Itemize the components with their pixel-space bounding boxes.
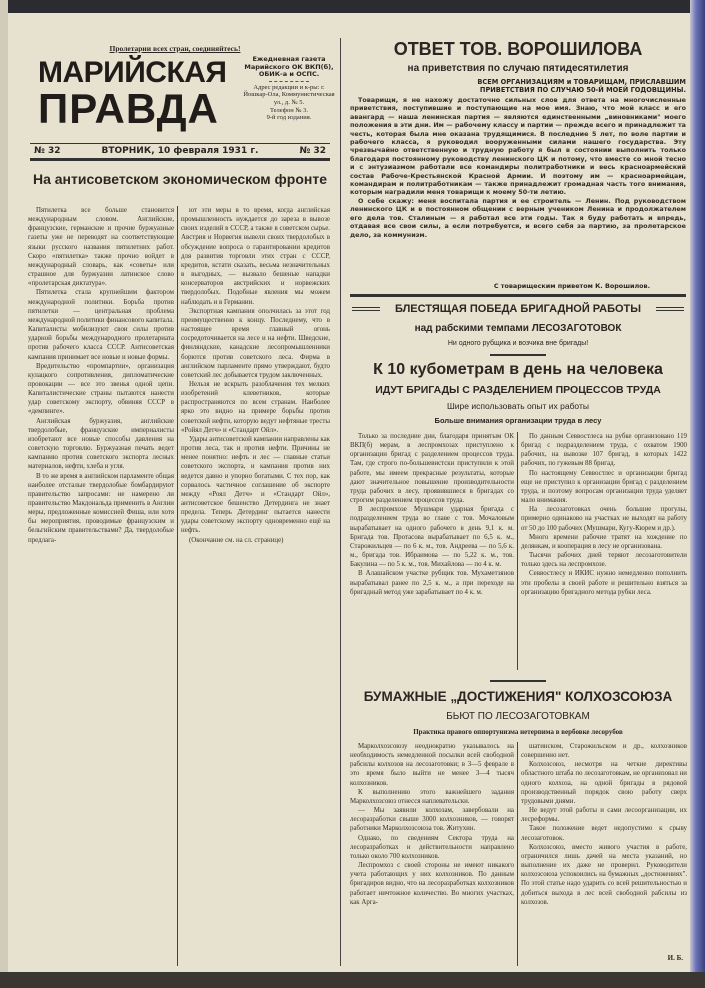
voroshilov-subheadline: на приветствия по случаю пятидесятилетия (407, 63, 629, 74)
paragraph: Удары антисоветской кампании направлены как против леса, так и против нефти. Причины не менее понятно: нефть и лес — главные статьи советского экспорта, и кампания против них ведется давно и упорно богатыми. С тех пор, как сорвалось частичное соглашение об экспорте между «Роял Детч» и «Стандарт Ойл», антисоветское бешенство Детердинга не знает предела. Теперь Детердинг пытается нанести удары советскому экспорту одновременно ещё на нефть. (181, 435, 330, 535)
kolkhoz-lead: Практика правого оппортунизма нетерпима в вербовке лесорубов (413, 728, 623, 736)
brigade-tagline-1: Шире использовать опыт их работы (447, 401, 589, 411)
publisher-info: Ежедневная газета Марийского ОК ВКП(б), ОБИК-а и ОСПС. (244, 55, 334, 79)
headline-voroshilov: ОТВЕТ ТОВ. ВОРОШИЛОВА (393, 39, 643, 59)
brigade-column-1 (350, 432, 514, 597)
paragraph: О себе скажу: меня воспитала партия и ее строитель — Ленин. Под руководством ленинского ЦК и в постоянном общении с верным учеником Ленина и продолжателем его дела тов. Сталиным — я работал все эти годы. Так я буду работать и впредь, отдавая все свои силы, а если потребуется, и всего себя за партию, за пролетарское дело, за коммунизм. (350, 196, 686, 239)
paragraph: Однако, по сведениям Сектора труда на лесоразработках и действительности направлено только около 700 колхозников. (350, 834, 514, 860)
paragraph: (Окончание см. на сл. странице) (189, 536, 284, 544)
kolkhoz-column-2 (521, 742, 687, 907)
paragraph: Не ведут этой работы и сами лесоорганизации, их лесреформы. (521, 807, 687, 824)
headline-10-cubic-meters: К 10 кубометрам в день на человека (373, 361, 663, 378)
paragraph: Пятилетка стала крупнейшим фактором международной политики. Борьба против пятилетки — центральная проблема международной политики финансового капитала. Капиталисты мобилизуют свои силы против ударной борьбы международного пролетариата против рабочего класса СССР. Антисоветская кампания принимает все новые и новые формы. (28, 289, 174, 361)
article-column-2 (181, 206, 330, 545)
paragraph: Колхозсоюз, вместо живого участия в работе, ограничился лишь дачей на места указаний, но выполнение их даже не проверил. Руководители колхозсоюза успокоились на бумажных „достижениях". По этой статье надо ударить со всей решительностью и добиться выхода в лес всей свободной рабсилы из колхозов. (521, 843, 687, 906)
paragraph: Товарищи, я не нахожу достаточно сильных слов для ответа на многочисленные приветствия, поступившие и поступающие на мое имя. Знаю, что мой класс и его авангард — наша ленинская партия — являются единственными „виновниками" моего положения в эти дни. Им — рабочему классу и партии — прежде всего и принадлежит та честь, которая была мне оказана трудящимися. В последние 5 лет, по воле партии и рабочего класса, я руководил вооруженными силами нашего государства. Эту чрезвычайно ответственную и трудную работу я был в состоянии выполнить только благодаря постоянному руководству ленинского ЦК и потому, что вместе со мной тесно и с энтузиазмом работали все командиры политработники и весь красноармейский состав Рабоче-Крестьянской Красной Армии. И поэтому им — красноармейцам, командирам и политработникам — также принадлежит громадная часть того внимания, которым наградили меня товарищи к моему 50-ти летию. (350, 96, 686, 197)
headline-brigade-victory: БЛЕСТЯЩАЯ ПОБЕДА БРИГАДНОЙ РАБОТЫ (394, 303, 642, 315)
brigade-slogan: Ни одного рубщика и возчика вне бригады! (447, 340, 589, 347)
kolkhoz-column-1 (350, 742, 514, 907)
logo-line-1: МАРИЙСКАЯ (38, 56, 227, 89)
scan-border-top (0, 0, 705, 13)
headline-antisoviet: На антисоветском экономическом фронте (32, 171, 328, 187)
brigade-subheadline: над рабскими темпами ЛЕСОЗАГОТОВОК (414, 323, 622, 334)
brigade-column-2 (521, 432, 687, 597)
paragraph: По настоящему Севвостлес и организации бригад еще не приступил к организации бригад с разделением труда, и поэтому вопросам организации труда уделяет мало внимания. (521, 469, 687, 505)
paragraph: По данным Севвостлеса на рубке организовано 119 бригад с подразделением труда, с охватом 1900 рабочих, на вывозке 107 бригад, в которых 1422 рабочих, по гужевым 88 бригад. (521, 433, 687, 468)
paragraph: В леспромхозе Мушмари ударная бригада с подразделением труда во главе с тов. Мочаловым вырабатывает на одного рабочего в день 9,1 к. м. Бригада тов. Протасова вырабатывает по 6,5 к. м., Старожильцев — по 6 к. м., тов. Андреева — по 5,6 к. м., бригада тов. Ибраимова — по 5,22 к. м., тов. Бакулина — по 5 к. м., тов. Михайлова — по 4 к. м. (350, 506, 514, 569)
paragraph: Марколхозсоюзу неоднократно указывалось на необходимость немедленной посылки всей свободной рабсилы колхозов на лесозаготовки; в 3—5 феврале в это время было выйти не менее 3—4 тысяч колхозников. (350, 743, 514, 787)
brigade-tagline-2: Больше внимания организации труда в лесу (434, 416, 602, 425)
paragraph: В Алашайском участке рубщик тов. Мухаметзянов вырабатывал ранее по 2,5 к. м., а при переходе на бригадный метод уже зарабатывает по 4 к. м. (350, 570, 514, 596)
dateline (30, 143, 330, 161)
paragraph: ют эти меры в то время, когда английская промышленность нуждается до зареза в вывозе своих изделий в СССР, а также в советском сырье. Австрия и Норвегия вывели своих твердолобых в обсуждение вопроса о гарантировании кредитов для развития торговли этих стран с СССР, кредитов, кстати сказать, весьма незначительных в выгодных, — вызвало бешеные нападки консерваторов австрийских и норвежских твердолобых. Подобные явления мы можем наблюдать и в Германии. (181, 207, 330, 306)
voroshilov-letter (350, 96, 686, 239)
issue-number-right: № 32 (299, 146, 326, 156)
kolkhoz-subheadline: БЬЮТ ПО ЛЕСОЗАГОТОВКАМ (446, 711, 590, 722)
scan-border-bottom (0, 972, 705, 988)
kolkhoz-signature: И. Б. (667, 954, 683, 962)
paragraph: Севвостлесу и ИКИС нужно немедленно пополнить эти пробелы в своей работе и решительно взяться за организацию бригадного метода рубки леса. (521, 570, 687, 596)
paragraph: К выполнению этого важнейшего задания Марколхозсоюз отнесся наплевательски. (350, 788, 514, 805)
article-column-1 (28, 206, 174, 545)
voroshilov-signature: С товарищеским приветом К. Ворошилов. (493, 282, 650, 290)
year-of-publication: 9-й год издания. (266, 114, 312, 122)
headline-brigades-division: ИДУТ БРИГАДЫ С РАЗДЕЛЕНИЕМ ПРОЦЕССОВ ТРУДА (375, 384, 661, 396)
newspaper-logo (38, 58, 238, 130)
scan-border-right (690, 0, 705, 988)
paragraph: Вредительство «промпартии», организация кулацкого сопротивления, дипломатические провокации — все это звенья одной цепи. Капиталистические страны пытаются нанести удар советскому экспорту, обвиняя СССР в «демпинге». (28, 362, 174, 416)
paragraph: Нельзя не вскрыть разоблачения тех мелких изобретений клеветников, которые распространяются по всем странам. Наиболее ярко это видно на примере борьбы против советской нефти, которую ведут нефтяные тресты «Ройял Детч» и «Стандарт Ойл». (181, 380, 330, 434)
headline-kolkhozsoyuz: БУМАЖНЫЕ „ДОСТИЖЕНИЯ" КОЛХОЗСОЮЗА (363, 689, 673, 704)
paragraph: — Мы заявили колхозам, завербовали на лесоразработки свыше 3000 колхозников, — говорят работники Марколхозсоюза тов. Житухин. (350, 807, 514, 833)
masthead-info (243, 56, 335, 122)
paragraph: На лесозаготовках очень большие прогулы, примерно одинаково на участках не выходят на работу от 50 до 100 рабочих (Мушмари, Кугу-Кюрем и др.). (521, 506, 687, 532)
paragraph: Много времени рабочие тратят на хождение по делянкам, и кооперация в лесу не организована. (521, 533, 687, 550)
paragraph: Леспромхоз с своей стороны не имеют никакого учета работающих у них колхозников. По данным бригадиров видно, что на лесоразработках колхозников работает ничтожное количество. Во многих участках, как Арга- (350, 862, 514, 906)
paragraph: Тысячи рабочих дней теряют лесозаготовители только здесь на леспромхозе. (521, 552, 687, 569)
paragraph: В то же время в английском парламенте общая наиболее отсталые твердолобые бомбардируют правительство запросами: не намерено ли правительство Макдональда применить в Англии меры, предложенные комиссией Фиша, или хотя бы мероприятия, проводимые французским и бельгийским правительствами? Да, твердолобые предлага- (28, 472, 174, 544)
paragraph: Пятилетка все больше становится международным словом. Английские, французские, германские и прочие буржуазные газеты уже не переводят на соответствующие языки русского названия пятилетних работ. Скоро «пятилетка» также прочно войдет в международный словарь, как «советы» или страшное для буржуазии латинское слово «пролетарская диктатура». (28, 207, 174, 288)
paragraph: Такое положение ведет недопустимо к срыву лесозаготовок. (521, 825, 687, 842)
paragraph: Экспортная кампания ополчилась за этот год преимущественно к концу. Последнему, что в настоящее время главный огонь сосредоточивается на лесе и на нефти. Шведские, финляндские, канадские лесопромышленники борются против советского леса. Фирма в английском парламенте прямо утверждают, будто советский лес добывается трудом заключенных. (181, 307, 330, 379)
issue-number: № 32 (34, 146, 61, 156)
phone: Телефон № 3. (269, 106, 309, 114)
paragraph: Только за последние дни, благодаря принятым ОК ВКП(б) мерам, в леспромхозах приступлено к организации бригад с разделением процессов труда. Там, где строго по-большевистски приступили к этой работе, мы имеем прекрасные результаты, которые дают значительное повышение производительности труда рабочих в лесу, проявившиеся в бригадах со строгим разделением процессов труда. (350, 433, 514, 505)
scan-border-left (0, 0, 8, 988)
motto: Пролетарии всех стран, соединяйтесь! (109, 44, 241, 53)
voroshilov-address: ВСЕМ ОРГАНИЗАЦИЯМ и ТОВАРИЩАМ, ПРИСЛАВШИМ ПРИВЕТСТВИЯ ПО СЛУЧАЮ 50-Й МОЕЙ ГОДОВЩИНЫ. (477, 78, 686, 94)
issue-date: ВТОРНИК, 10 февраля 1931 г. (101, 146, 259, 156)
address: Адрес редакции и к-ры: г. Йошкар-Ола, Коммунистическая ул., д. № 5. (243, 83, 335, 106)
paragraph: шатинском, Старожильском и др., колхозников совершенно нет. (521, 743, 687, 760)
paragraph: Колхозсоюз, несмотря на четкие директивы областного штаба по лесозаготовкам, не организовал ни одного колхоза, на одной бригады в рядовой производственный порядок свою работу сверх трудовыми днями. (521, 761, 687, 805)
logo-line-2: ПРАВДА (38, 85, 219, 132)
paragraph: Английская буржуазия, английские твердолобые, французские империалисты изобретают все новые способы давления на советскую торговлю. Буржуазная печать ведет кампанию против советского экспорта лесных материалов, нефти, хлеба и угля. (28, 417, 174, 471)
